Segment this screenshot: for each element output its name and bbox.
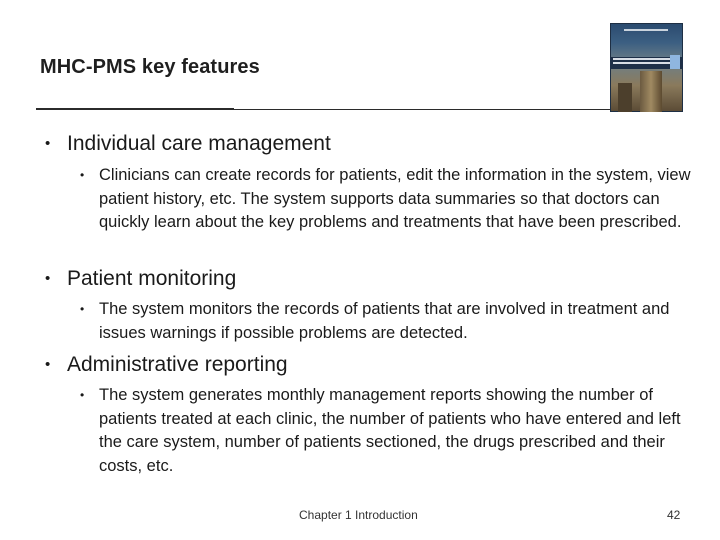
bullet-heading: Administrative reporting [67, 353, 288, 376]
bullet-icon: • [45, 270, 51, 287]
bullet-administrative-reporting [45, 353, 288, 377]
sub-bullet-icon: • [80, 168, 85, 182]
sub-bullet-individual-care-management [80, 164, 700, 235]
sub-bullet-text: The system generates monthly management reports showing the number of patients treated at each clinic, the number of patients who have entered and left the care system, number of patients sectioned, the drugs prescribed and their costs, etc. [99, 386, 681, 475]
bullet-heading: Individual care management [67, 132, 331, 155]
footer-chapter: Chapter 1 Introduction [299, 508, 418, 522]
footer-page-number: 42 [667, 508, 681, 522]
bullet-individual-care-management [45, 132, 331, 156]
sub-bullet-administrative-reporting [80, 384, 700, 478]
book-cover-image [610, 23, 683, 112]
sub-bullet-text: The system monitors the records of patients that are involved in treatment and issues warnings if possible problems are detected. [99, 300, 670, 342]
bullet-patient-monitoring [45, 267, 236, 291]
sub-bullet-text: Clinicians can create records for patients, edit the information in the system, view patient history, etc. The system supports data summaries so that doctors can quickly learn about the key problems and treatments that have been prescribed. [99, 166, 691, 231]
sub-bullet-patient-monitoring [80, 298, 700, 345]
bullet-heading: Patient monitoring [67, 267, 237, 290]
slide-title: MHC-PMS key features [40, 56, 260, 78]
bullet-icon: • [45, 135, 51, 152]
sub-bullet-icon: • [80, 388, 85, 402]
title-underline-thick [36, 108, 234, 110]
title-underline-thin [234, 109, 610, 110]
sub-bullet-icon: • [80, 302, 85, 316]
bullet-icon: • [45, 356, 51, 373]
